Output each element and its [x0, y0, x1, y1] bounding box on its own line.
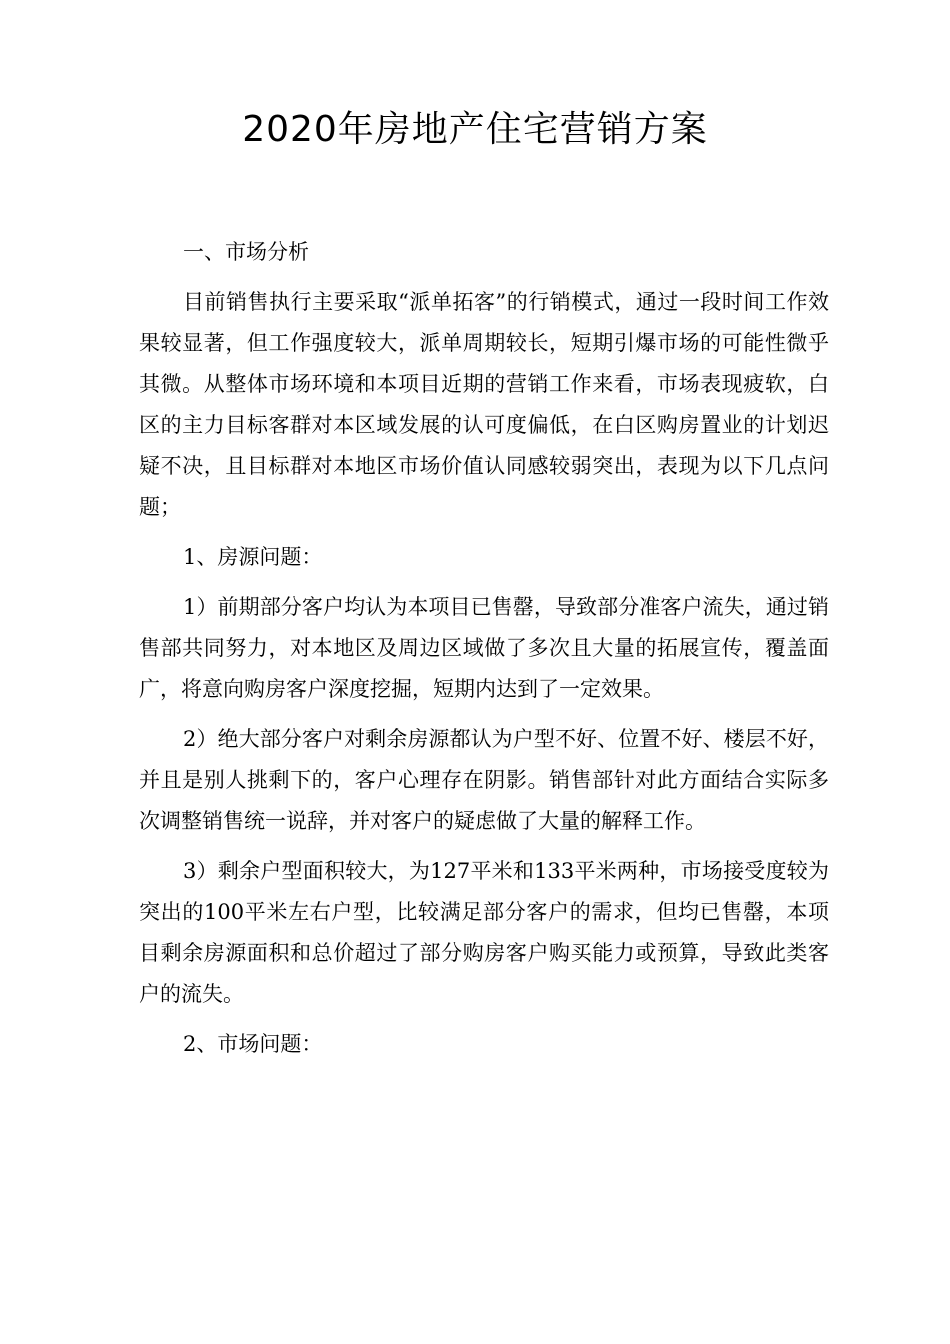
- paragraph-item-1: 1）前期部分客户均认为本项目已售罄，导致部分准客户流失，通过销售部共同努力，对本地区及周边区域做了多次且大量的拓展宣传，覆盖面广，将意向购房客户深度挖掘，短期内达到了一定效果。: [139, 595, 829, 701]
- subheading-market-issues: 2、市场问题：: [183, 1032, 323, 1056]
- paragraph-item-2: 2）绝大部分客户对剩余房源都认为户型不好、位置不好、楼层不好，并且是别人挑剩下的，客户心理存在阴影。销售部针对此方面结合实际多次调整销售统一说辞，并对客户的疑虑做了大量的解释工作。: [139, 727, 829, 833]
- document-body: [139, 232, 829, 1074]
- subheading-housing-issues: 1、房源问题：: [183, 545, 323, 569]
- section-heading-market-analysis: 一、市场分析: [183, 240, 309, 264]
- paragraph-intro: 目前销售执行主要采取“派单拓客”的行销模式，通过一段时间工作效果较显著，但工作强度较大，派单周期较长，短期引爆市场的可能性微乎其微。从整体市场环境和本项目近期的营销工作来看，市场表现疲软，白区的主力目标客群对本区域发展的认可度偏低，在白区购房置业的计划迟疑不决，且目标群对本地区市场价值认同感较弱突出，表现为以下几点问题；: [139, 290, 829, 519]
- paragraph-item-3: 3）剩余户型面积较大，为127平米和133平米两种，市场接受度较为突出的100平米左右户型，比较满足部分客户的需求，但均已售罄，本项目剩余房源面积和总价超过了部分购房客户购买能力或预算，导致此类客户的流失。: [139, 859, 829, 1006]
- document-title: 2020年房地产住宅营销方案: [242, 109, 708, 150]
